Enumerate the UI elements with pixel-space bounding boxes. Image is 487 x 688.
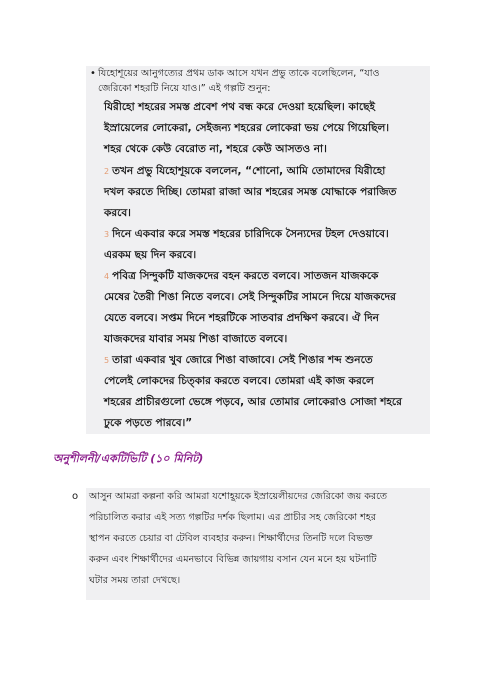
verse-number-2: 2: [104, 167, 110, 176]
verse-number-4: 4: [104, 272, 110, 281]
verse-4-line-4: যাজকদের যাবার সময় শিঙা বাজাতে বলবে।: [104, 333, 288, 345]
verse-2-line-2: দখল করতে দিচ্ছি। তোমরা রাজা আর শহরের সমস্ত যোদ্ধাকে পরাজিত: [104, 186, 397, 198]
verse-2-text: তখন প্রভু যিহোশূয়কে বললেন, “শোনো, আমি তোমাদের যিরীহো: [112, 165, 386, 177]
verse-5-line-4: ঢুকে পড়তে পারবে।”: [104, 417, 193, 429]
verse-1-line-3: শহর থেকে কেউ বেরোত না, শহরে কেউ আসতও না।: [104, 143, 327, 155]
activity-line-2: পরিচালিত করার এই সত্য গল্পটির দর্শক ছিলাম। এর প্রাচীর সহ জেরিকো শহর: [89, 512, 376, 523]
verse-4-line-1: [104, 269, 378, 284]
verse-4-line-3: যেতে বলবে। সপ্তম দিনে শহরটিকে সাতবার প্রদক্ষিণ করবে। ঐ দিন: [104, 312, 379, 324]
activity-line-1: আসুন আমরা কল্পনা করি আমরা যশোহূয়কে ইস্রায়েলীয়দের জেরিকো জয় করতে: [89, 491, 388, 502]
verse-4-line-2: মেষের তৈরী শিঙা নিতে বলবে। সেই সিন্দুকটির সামনে দিয়ে যাজকদের: [104, 291, 396, 303]
verse-number-3: 3: [104, 230, 110, 239]
verse-2-line-1: [104, 164, 385, 179]
verse-2-line-3: করবে।: [104, 207, 131, 219]
activity-line-3: স্থাপন করতে চেয়ার বা টেবিল ব্যবহার করুন। শিক্ষার্থীদের তিনটি দলে বিভক্ত: [89, 533, 373, 544]
activity-heading: অনুশীলনী/একটিভিটি (১০ মিনিট): [53, 452, 204, 465]
verse-number-5: 5: [104, 356, 110, 365]
verse-3-line-1: [104, 227, 389, 242]
verse-5-line-2: পেলেই লোকদের চিত্কার করতে বলবে। তোমরা এই কাজ করলে: [104, 375, 374, 387]
verse-3-line-2: এরকম ছয় দিন করবে।: [104, 249, 197, 261]
verse-5-line-3: শহরের প্রাচীরগুলো ভেঙ্গে পড়বে, আর তোমার লোকেরাও সোজা শহরে: [104, 396, 402, 408]
activity-line-5: ঘটার সময় তারা দেখছে।: [89, 575, 181, 586]
activity-bullet: o: [72, 491, 79, 502]
verse-5-line-1: [104, 353, 373, 368]
intro-line-2: জেরিকো শহরটি নিয়ে যাও।” এই গল্পটি শুনুন:: [98, 83, 271, 94]
verse-5-text: তারা একবার খুব জোরে শিঙা বাজাবে। সেই শিঙার শব্দ শুনতে: [112, 354, 373, 366]
verse-1-line-2: ইস্রায়েলের লোকেরা, সেইজন্য শহরের লোকেরা ভয় পেয়ে গিয়েছিল।: [104, 122, 390, 134]
verse-3-text: দিনে একবার করে সমস্ত শহরের চারিদিকে সৈন্যদের টহল দেওয়াবে।: [112, 228, 389, 240]
intro-bullet: •: [90, 68, 96, 79]
activity-line-4: করুন এবং শিক্ষার্থীদের এমনভাবে বিভিন্ন জায়গায় বসান যেন মনে হয় ঘটনাটি: [89, 554, 377, 565]
verse-1-line-1: যিরীহো শহরের সমস্ত প্রবেশ পথ বন্ধ করে দেওয়া হয়েছিল। কাছেই: [104, 101, 375, 113]
verse-4-text: পবিত্র সিন্দুকটি যাজকদের বহন করতে বলবে। সাতজন যাজককে: [112, 270, 379, 282]
intro-line-1: যিহোশূয়ের আনুগত্যের প্রথম ডাক আসে যখন প্রভু তাকে বলেছিলেন, “যাও: [98, 68, 380, 79]
